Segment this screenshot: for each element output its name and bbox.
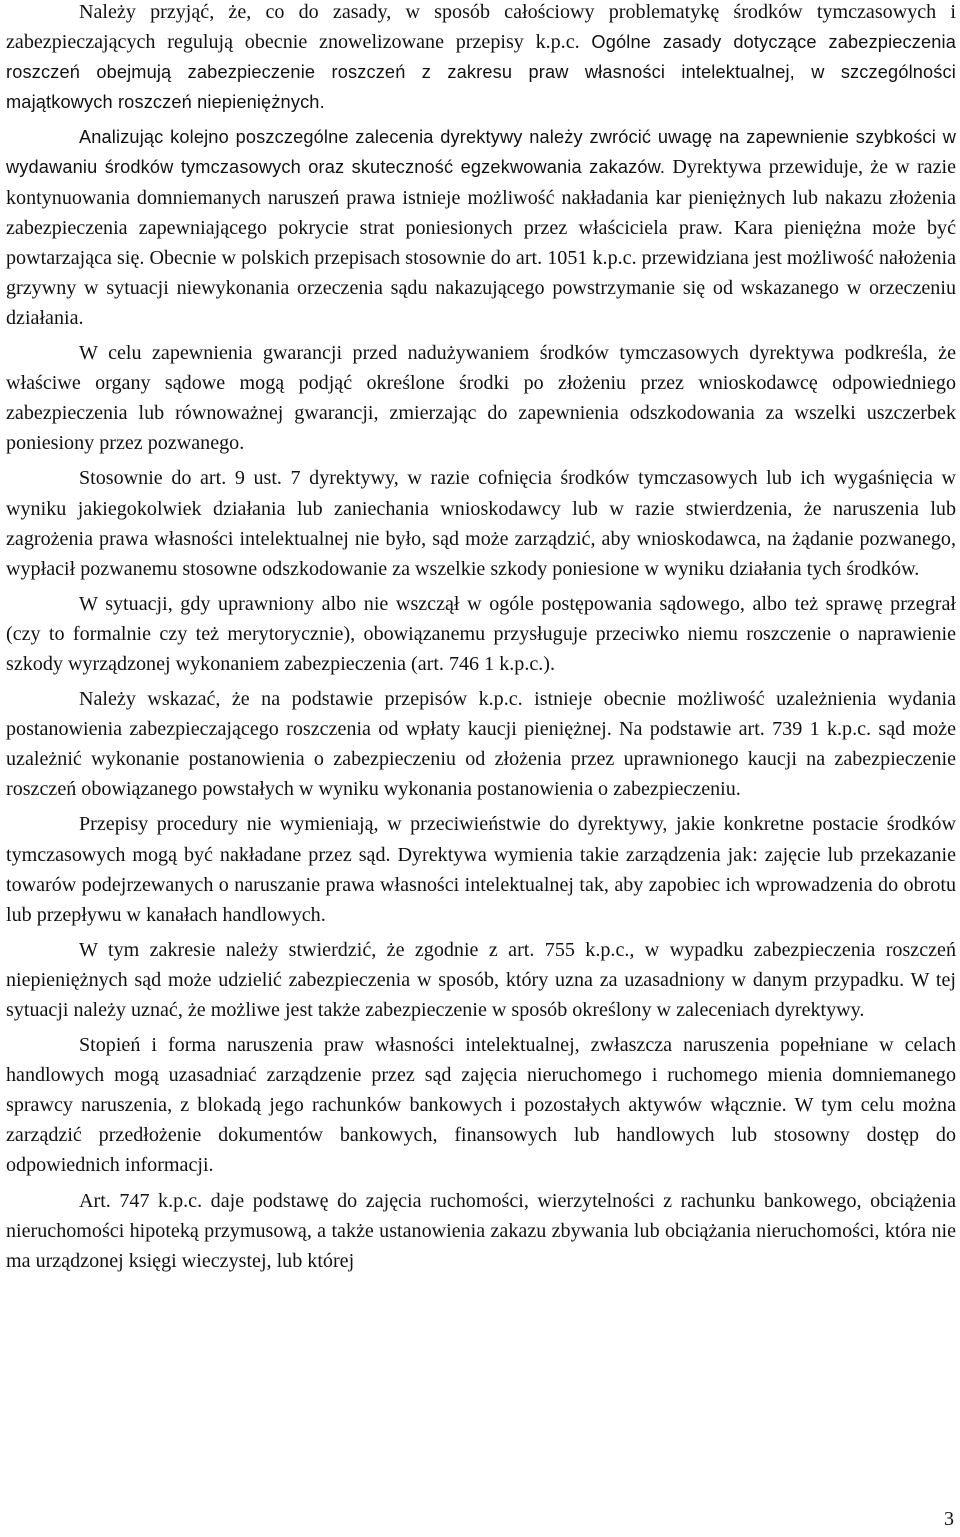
paragraph-2-sans: Analizując kolejno poszczególne zalecenia dyrektywy należy zwrócić uwagę na zapewnienie szybkości w wydawaniu środków tymczasowych oraz skuteczność egzekwowania zakazów. bbox=[6, 127, 956, 178]
paragraph-1-tail: Ogólne zasady dotyczące zabezpieczenia roszczeń obejmują zabezpieczenie roszczeń z zakresu praw własności intelektualnej, w szczególności majątkowych roszczeń niepieniężnych. bbox=[6, 32, 957, 113]
paragraph-1-lead: Należy przyjąć, że, co do zasady, w sposób całościowy problematykę środków tymczasowych i zabezpieczających regulują obecnie znowelizowane przepisy k.p.c. bbox=[6, 1, 956, 54]
paragraph-4: Stosownie do art. 9 ust. 7 dyrektywy, w razie cofnięcia środków tymczasowych lub ich wygaśnięcia w wyniku jakiegokolwiek działania lub zaniechania wnioskodawcy lub w razie stwierdzenia, że naruszenia lub zagrożenia prawa własności intelektualnej nie było, sąd może zarządzić, aby wnioskodawca, na żądanie pozwanego, wypłacił pozwanemu stosowne odszkodowanie za wszelkie szkody poniesione w wyniku działania tych środków. bbox=[6, 467, 956, 580]
paragraph-8: W tym zakresie należy stwierdzić, że zgodnie z art. 755 k.p.c., w wypadku zabezpieczenia roszczeń niepieniężnych sąd może udzielić zabezpieczenia w sposób, który uzna za uzasadniony w danym przypadku. W tej sytuacji należy uznać, że możliwe jest także zabezpieczenie w sposób określony w zaleceniach dyrektywy. bbox=[6, 938, 956, 1021]
paragraph-2 bbox=[6, 122, 956, 333]
paragraph-1 bbox=[6, 0, 956, 117]
paragraph-10: Art. 747 k.p.c. daje podstawę do zajęcia ruchomości, wierzytelności z rachunku bankowego, obciążenia nieruchomości hipoteką przymusową, a także ustanowienia zakazu zbywania lub obciążania nieruchomości, która nie ma urządzonej księgi wieczystej, lub której bbox=[6, 1189, 956, 1272]
paragraph-9: Stopień i forma naruszenia praw własności intelektualnej, zwłaszcza naruszenia popełniane w celach handlowych mogą uzasadniać zarządzenie przez sąd zajęcia nieruchomego i ruchomego mienia domniemanego sprawcy naruszenia, z blokadą jego rachunków bankowych i pozostałych aktywów włącznie. W tym celu można zarządzić przedłożenie dokumentów bankowych, finansowych lub handlowych lub stosowny dostęp do odpowiednich informacji. bbox=[6, 1034, 956, 1177]
paragraph-3: W celu zapewnienia gwarancji przed nadużywaniem środków tymczasowych dyrektywa podkreśla, że właściwe organy sądowe mogą podjąć określone środki po złożeniu przez wnioskodawcę odpowiedniego zabezpieczenia lub równoważnej gwarancji, zmierzając do zapewnienia odszkodowania za wszelki uszczerbek poniesiony przez pozwanego. bbox=[6, 342, 956, 455]
paragraph-7: Przepisy procedury nie wymieniają, w przeciwieństwie do dyrektywy, jakie konkretne postacie środków tymczasowych mogą być nakładane przez sąd. Dyrektywa wymienia takie zarządzenia jak: zajęcie lub przekazanie towarów podejrzewanych o naruszanie prawa własności intelektualnej tak, aby zapobiec ich wprowadzenia do obrotu lub przepływu w kanałach handlowych. bbox=[6, 813, 956, 926]
paragraph-6: Należy wskazać, że na podstawie przepisów k.p.c. istnieje obecnie możliwość uzależnienia wydania postanowienia zabezpieczającego roszczenia od wpłaty kaucji pieniężnej. Na podstawie art. 739 1 k.p.c. sąd może uzależnić wykonanie postanowienia o zabezpieczeniu od złożenia przez uprawnionego kaucji na zabezpieczenie roszczeń obowiązanego powstałych w wyniku wykonania postanowienia o zabezpieczeniu. bbox=[6, 688, 956, 801]
page-number: 3 bbox=[944, 1508, 954, 1530]
paragraph-5: W sytuacji, gdy uprawniony albo nie wszczął w ogóle postępowania sądowego, albo też sprawę przegrał (czy to formalnie czy też merytorycznie), obowiązanemu przysługuje przeciwko niemu roszczenie o naprawienie szkody wyrządzonej wykonaniem zabezpieczenia (art. 746 1 k.p.c.). bbox=[6, 592, 956, 675]
document-body bbox=[6, 0, 956, 1281]
paragraph-2-serif: Dyrektywa przewiduje, że w razie kontynuowania domniemanych naruszeń prawa istnieje możliwość nakładania kar pieniężnych lub nakazu złożenia zabezpieczenia zapewniającego pokrycie strat poniesionych przez właściciela praw. Kara pieniężna może być powtarzająca się. Obecnie w polskich przepisach stosownie do art. 1051 k.p.c. przewidziana jest możliwość nałożenia grzywny w sytuacji niewykonania orzeczenia sądu nakazującego powstrzymanie się od wskazanego w orzeczeniu działania. bbox=[6, 156, 956, 329]
